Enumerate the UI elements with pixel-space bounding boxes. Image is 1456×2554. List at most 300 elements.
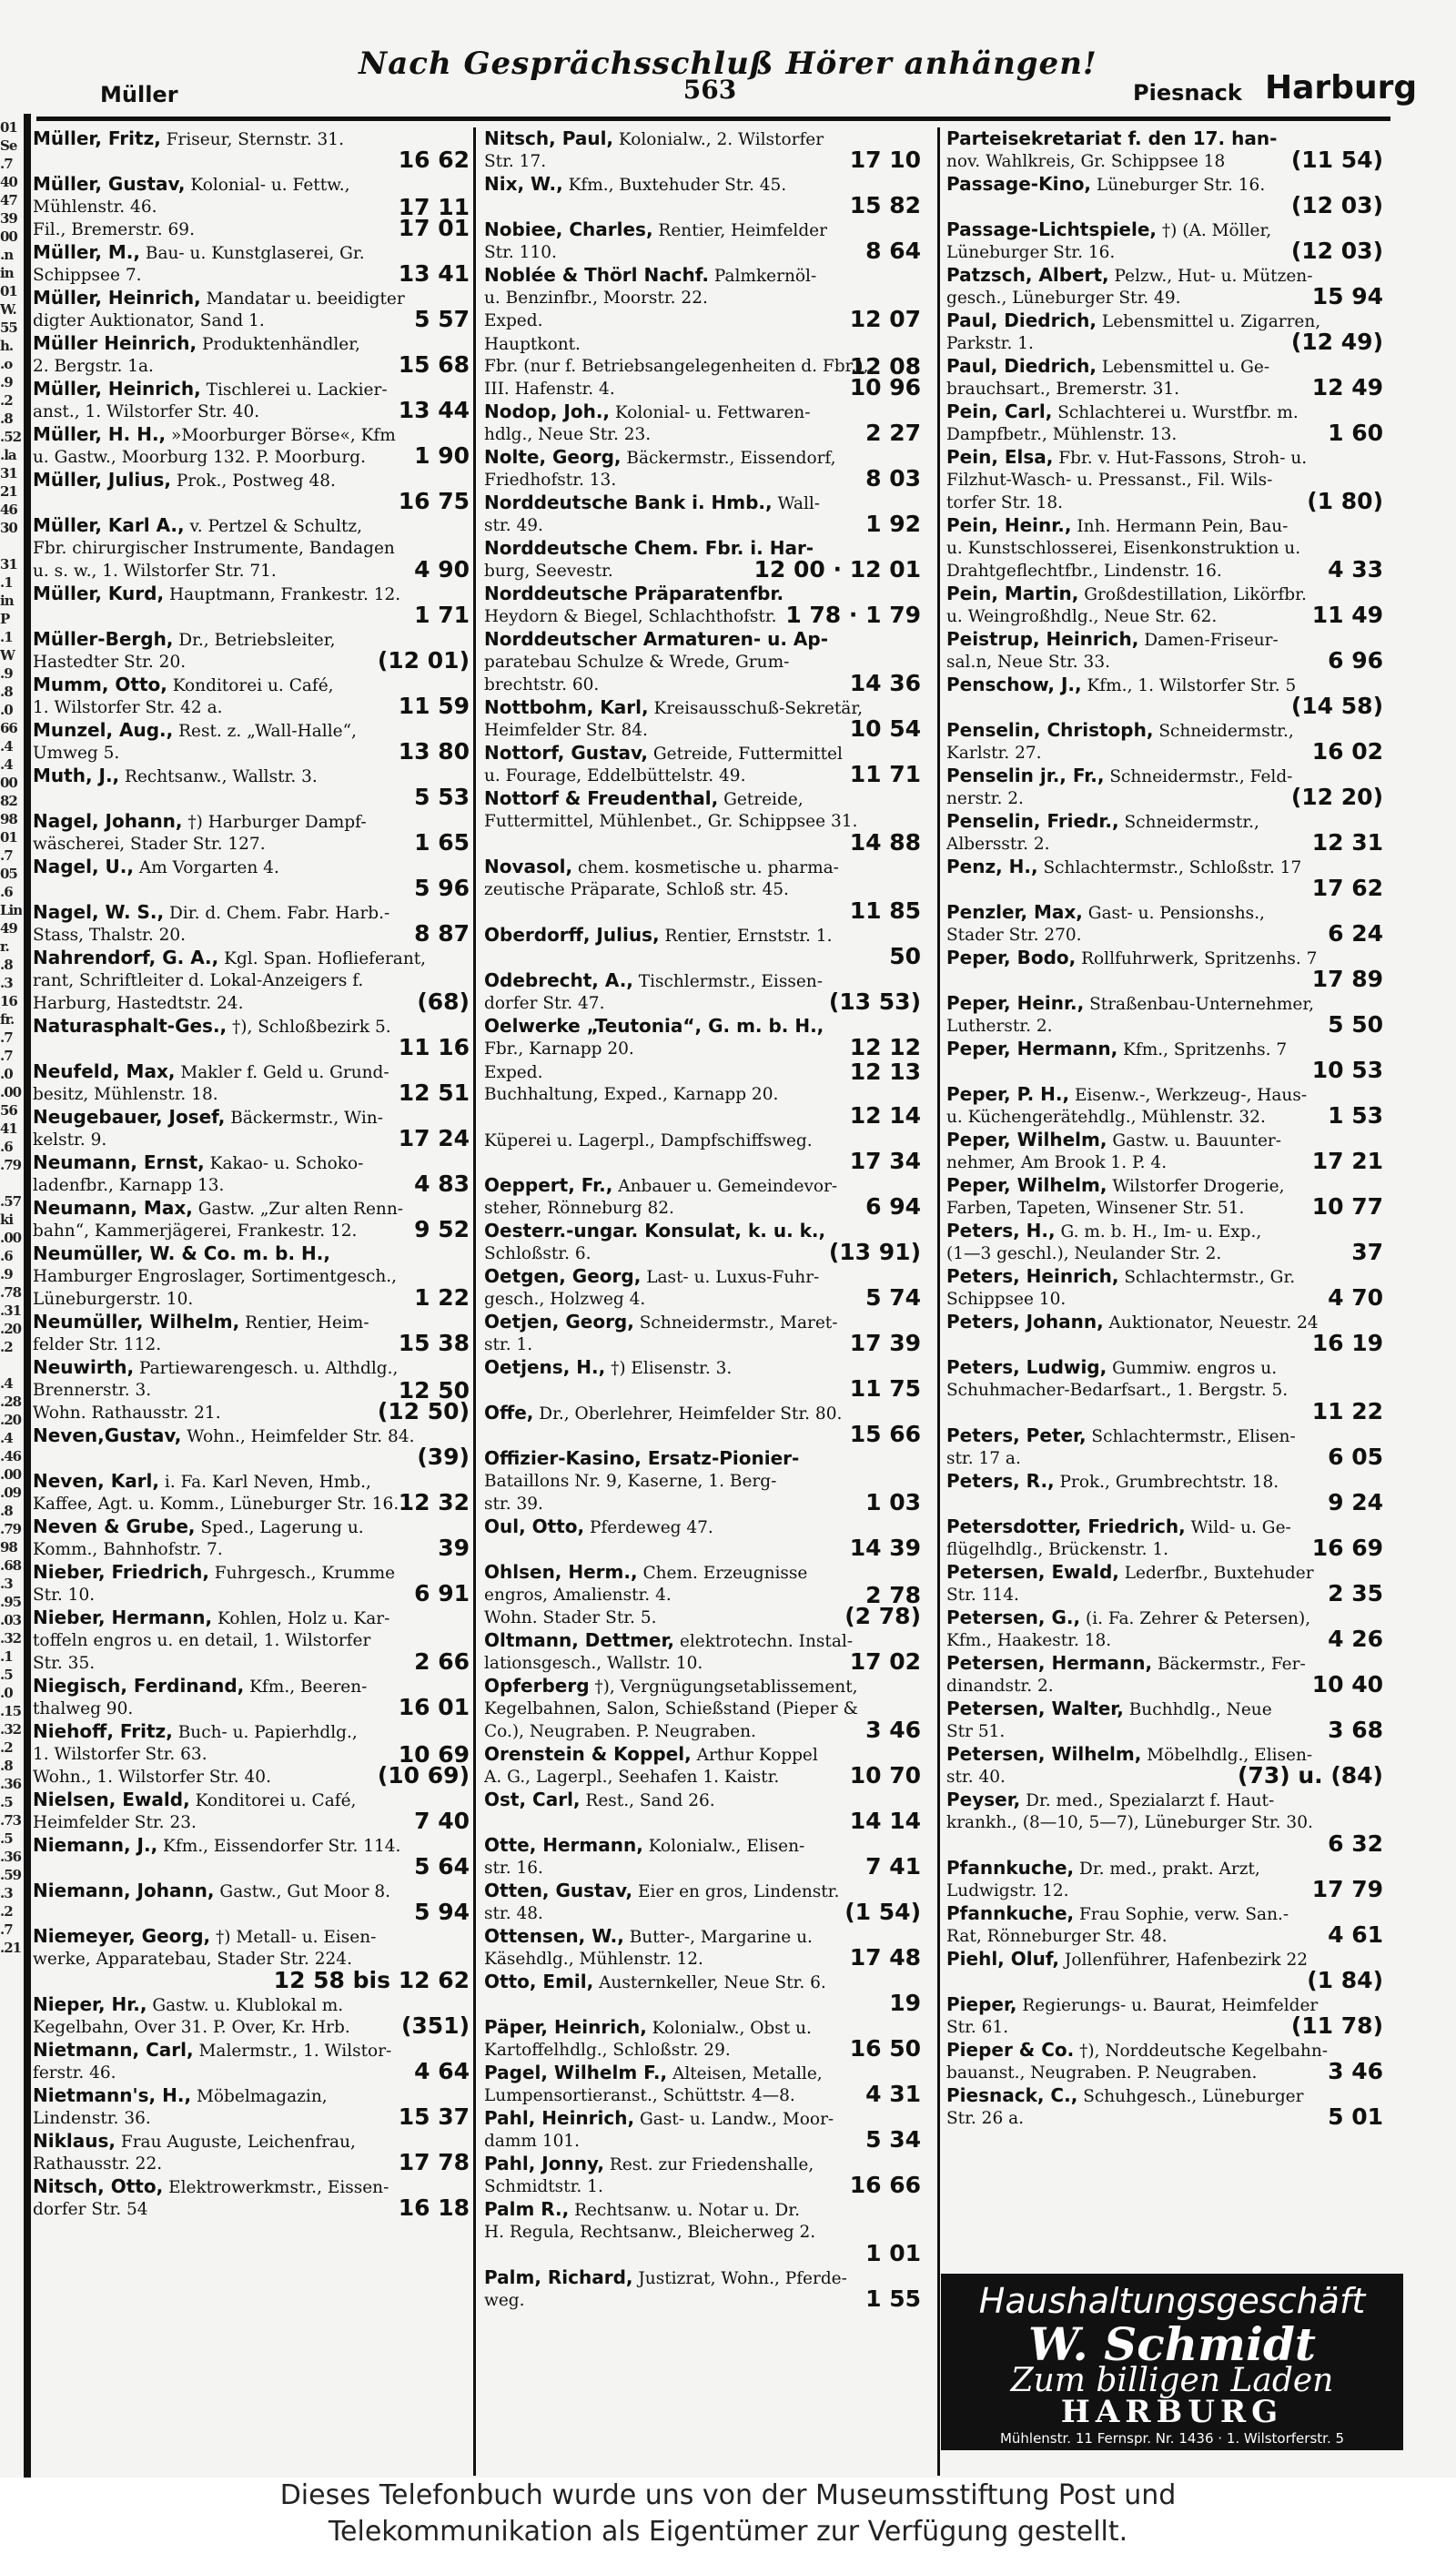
- listing-name: Palm, Richard,: [484, 2266, 633, 2288]
- listing-name: Pieper & Co.: [946, 2039, 1075, 2061]
- listing-name: Oetgen, Georg,: [484, 1265, 642, 1287]
- listing-name: Nolte, Georg,: [484, 446, 622, 468]
- listing-entry: [484, 400, 932, 446]
- phone-number: 1 03: [865, 1489, 921, 1515]
- listing-detail: Mühlenstr. 46.: [33, 198, 157, 217]
- listing-name: Peters, Peter,: [946, 1424, 1087, 1446]
- phone-number: 11 85: [849, 897, 921, 924]
- phone-number: (1 54): [844, 1899, 921, 1925]
- listing-detail: chem. kosmetische u. pharma-: [572, 858, 839, 877]
- listing-name: Oetjens, H.,: [484, 1356, 606, 1378]
- listing-entry: [33, 901, 480, 947]
- listing-detail: engros, Amalienstr. 4.: [484, 1586, 672, 1605]
- listing-detail: ladenfbr., Karnapp 13.: [33, 1176, 225, 1195]
- listing-entry: [484, 1675, 932, 1743]
- listing-detail: Schlachtermstr., Elisen-: [1086, 1427, 1296, 1446]
- listing-detail: ferstr. 46.: [33, 2063, 116, 2083]
- listing-entry: [33, 674, 480, 719]
- listing-detail: Str. 110.: [484, 243, 557, 262]
- listing-detail: Lebensmittel u. Zigarren,: [1097, 312, 1321, 331]
- phone-number: 5 74: [865, 1284, 921, 1311]
- listing-entry: [484, 173, 932, 218]
- listing-detail: Dr. med., Spezialarzt f. Haut-: [1020, 1791, 1275, 1810]
- listing-detail: toffeln engros u. en detail, 1. Wilstorfer: [33, 1631, 371, 1650]
- listing-detail: Lederfbr., Buxtehuder: [1118, 1564, 1314, 1583]
- listing-name: Nagel, W. S.,: [33, 901, 165, 923]
- listing-detail: felder Str. 112.: [33, 1335, 162, 1354]
- listing-detail: Farben, Tapeten, Winsener Str. 51.: [946, 1199, 1245, 1218]
- ad-line: HARBURG: [1060, 2394, 1284, 2430]
- listing-detail: Dampfbetr., Mühlenstr. 13.: [946, 425, 1178, 444]
- phone-number: 12 51: [398, 1079, 470, 1106]
- listing-detail: †) Harburger Dampf-: [182, 813, 367, 832]
- listing-detail: nehmer, Am Brook 1. P. 4.: [946, 1153, 1168, 1172]
- listing-detail: »Moorburger Börse«, Kfm: [166, 426, 396, 445]
- listing-detail: Rentier, Ernststr. 1.: [659, 927, 833, 946]
- listing-detail: Last- u. Luxus-Fuhr-: [641, 1268, 820, 1287]
- listing-detail: Wilstorfer Drogerie,: [1107, 1177, 1285, 1196]
- listing-entry: [484, 742, 932, 787]
- listing-name: Otten, Gustav,: [484, 1880, 633, 1901]
- listing-detail: Exped.: [484, 311, 543, 330]
- listing-detail: Eier en gros, Lindenstr.: [632, 1882, 840, 1901]
- listing-detail: Buch- u. Papierhdlg.,: [172, 1723, 358, 1742]
- phone-number: 15 68: [398, 351, 470, 378]
- listing-entry: [946, 810, 1394, 856]
- listing-detail: Frau Sophie, verw. San.-: [1074, 1905, 1289, 1924]
- phone-number: 14 36: [849, 670, 921, 696]
- listing-detail: v. Pertzel & Schultz,: [184, 517, 363, 536]
- phone-number: 2 27: [865, 420, 921, 446]
- phone-number: 8 64: [865, 238, 921, 264]
- listing-name: Penz, H.,: [946, 856, 1038, 877]
- listing-detail: rant, Schriftleiter d. Lokal-Anzeigers f.: [33, 971, 364, 990]
- listing-detail: bauanst., Neugraben. P. Neugraben.: [946, 2063, 1258, 2083]
- listing-detail: Schneidermstr.,: [1153, 722, 1294, 741]
- listing-detail: Schuhmacher-Bedarfsart., 1. Bergstr. 5.: [946, 1381, 1289, 1400]
- listing-detail: Fuhrgesch., Krumme: [208, 1564, 396, 1583]
- listing-name: Nagel, Johann,: [33, 810, 183, 832]
- listing-name: Müller-Bergh,: [33, 628, 174, 650]
- listing-detail: Makler f. Geld u. Grund-: [175, 1063, 389, 1082]
- listing-entry: [946, 1902, 1394, 1948]
- listing-entry: [484, 537, 932, 583]
- listing-name: Neven,Gustav,: [33, 1424, 182, 1446]
- phone-number: 1 55: [865, 2285, 921, 2312]
- phone-number: 11 49: [1311, 602, 1383, 628]
- phone-number: 17 11: [398, 194, 470, 220]
- listing-name: Neugebauer, Josef,: [33, 1106, 226, 1128]
- phone-number: 10 54: [849, 715, 921, 742]
- listing-detail: Lüneburger Str. 16.: [1091, 176, 1266, 195]
- listing-name: Nobiee, Charles,: [484, 218, 653, 240]
- listing-entry: [946, 1424, 1394, 1470]
- listing-detail: kelstr. 9.: [33, 1130, 107, 1150]
- listing-name: Palm R.,: [484, 2198, 570, 2220]
- listing-detail: Kfm., Spritzenhs. 7: [1117, 1040, 1288, 1059]
- listing-detail: str. 39.: [484, 1495, 543, 1514]
- listing-name: Petersen, Wilhelm,: [946, 1743, 1142, 1765]
- phone-number: 39: [438, 1535, 470, 1561]
- listing-detail: Fbr. v. Hut-Fassons, Stroh- u.: [1053, 449, 1308, 468]
- listing-detail: Kolonial- u. Fettwaren-: [610, 403, 811, 422]
- listing-detail: Kolonialw., Elisen-: [642, 1837, 805, 1856]
- phone-number: 5 96: [414, 875, 470, 901]
- phone-number: 4 64: [414, 2058, 470, 2084]
- phone-number: 9 52: [414, 1216, 470, 1242]
- listing-detail: weg.: [484, 2291, 525, 2310]
- phone-number: 14 14: [849, 1808, 921, 1834]
- listing-detail: lationsgesch., Wallstr. 10.: [484, 1654, 703, 1673]
- listing-entry: [33, 1470, 480, 1515]
- phone-number: 15 94: [1311, 283, 1383, 309]
- listing-detail: flügelhdlg., Brückenstr. 1.: [946, 1540, 1169, 1559]
- listing-detail: Gastw. u. Klublokal m.: [147, 1996, 344, 2015]
- listing-name: Peters, Johann,: [946, 1311, 1104, 1333]
- phone-number: 11 71: [849, 761, 921, 787]
- listing-detail: torfer Str. 18.: [946, 493, 1064, 512]
- listing-detail: Dir. d. Chem. Fabr. Harb.-: [164, 904, 390, 923]
- listing-detail: Friseur, Sternstr. 31.: [160, 130, 344, 149]
- listing-name: Muth, J.,: [33, 765, 120, 786]
- listing-entry: [33, 583, 480, 628]
- listing-detail: str. 40.: [946, 1768, 1006, 1787]
- listing-entry: [33, 1880, 480, 1925]
- listing-entry: [484, 787, 932, 856]
- listing-detail: hdlg., Neue Str. 23.: [484, 425, 652, 444]
- listing-detail: Butter-, Margarine u.: [623, 1928, 813, 1947]
- listing-name: Penselin jr., Fr.,: [946, 765, 1105, 786]
- listing-detail: Malermstr., 1. Wilstor-: [193, 2042, 392, 2061]
- listing-entry: [946, 1698, 1394, 1743]
- listing-name: Müller, Kurd,: [33, 583, 165, 604]
- listing-name: Pahl, Jonny,: [484, 2153, 605, 2174]
- listing-detail: 2. Bergstr. 1a.: [33, 357, 154, 376]
- listing-detail: Kolonial- u. Fettw.,: [185, 176, 350, 195]
- listing-detail: Straßenbau-Unternehmer,: [1084, 995, 1315, 1014]
- listing-detail: u. Gastw., Moorburg 132. P. Moorburg.: [33, 448, 366, 467]
- listing-name: Nitsch, Otto,: [33, 2175, 164, 2197]
- listing-name: Neumüller, Wilhelm,: [33, 1311, 240, 1333]
- listing-detail: Rechtsanw., Wallstr. 3.: [119, 767, 318, 786]
- listing-detail: anst., 1. Wilstorfer Str. 40.: [33, 402, 260, 421]
- listing-detail: Käsehdlg., Mühlenstr. 12.: [484, 1950, 703, 1969]
- listing-detail: dinandstr. 2.: [946, 1677, 1054, 1696]
- listing-name: Norddeutsche Bank i. Hmb.,: [484, 492, 773, 513]
- listing-detail: Rest. zur Friedenshalle,: [604, 2155, 814, 2174]
- header-rule: [36, 117, 1390, 121]
- listing-detail: Elektrowerkmstr., Eissen-: [163, 2178, 389, 2197]
- left-page-edge: 01 Se .7 40 47 39 00 .n in 01 W. 55 h. .o .9 .2 .8 .52 .la 31 21 46 30 31 .1 in P .1 W .9 .8 .0 66 .4 .4 00 82 98 01 .7 05 .6 Lin 49 r. .8 .3 16 fr. .7 .7 .0 .00 56 41 .6 .79 .57 ki .00 .6 .9 .78 .31 .20 .2 .4 .28 .20 .4 .46 .00 .09 .8 .79 98 .68 .3 .95 .03 .32 .1 .5 .0 .15 .32 .2 .8 .36 .5 .73 .5 .36 .59 .3 .2 .7 .21: [0, 119, 22, 1956]
- listing-name: Pfannkuche,: [946, 1902, 1075, 1924]
- listing-name: Nahrendorf, G. A.,: [33, 947, 219, 968]
- listing-entry: [484, 924, 932, 969]
- listing-detail: str. 17 a.: [946, 1449, 1021, 1468]
- phone-number: (10 69): [377, 1762, 470, 1789]
- listing-detail: Gummiw. engros u.: [1107, 1359, 1278, 1378]
- listing-entry: [33, 2084, 480, 2130]
- listing-detail: Schneidermstr., Maret-: [633, 1313, 838, 1333]
- listing-name: Noblée & Thörl Nachf.: [484, 264, 709, 286]
- phone-number: 11 22: [1311, 1398, 1383, 1424]
- listing-name: Nieper, Hr.,: [33, 1993, 147, 2015]
- listing-entry: [484, 127, 932, 173]
- listing-detail: Rathausstr. 22.: [33, 2154, 163, 2174]
- listing-entry: [484, 1129, 932, 1174]
- listing-name: Offe,: [484, 1402, 534, 1424]
- advertisement-box: [941, 2274, 1403, 2450]
- listing-detail: Lindenstr. 36.: [33, 2109, 151, 2128]
- listing-name: Nodop, Joh.,: [484, 400, 611, 422]
- listing-name: Novasol,: [484, 856, 573, 877]
- phone-number: 10 96: [849, 374, 921, 400]
- listing-detail: elektrotechn. Instal-: [674, 1632, 854, 1651]
- listing-detail: paratebau Schulze & Wrede, Grum-: [484, 653, 790, 672]
- listing-name: Nagel, U.,: [33, 856, 134, 877]
- listing-detail: Str. 10.: [33, 1586, 96, 1605]
- listing-detail: Schlachtermstr., Schloßstr. 17: [1037, 858, 1302, 877]
- listing-entry: [484, 218, 932, 264]
- phone-number: 17 10: [849, 147, 921, 173]
- listing-name: Ohlsen, Herm.,: [484, 1561, 638, 1583]
- listing-name: Pein, Elsa,: [946, 446, 1054, 468]
- listing-detail: Hamburger Engroslager, Sortimentgesch.,: [33, 1267, 398, 1286]
- listing-detail: Jollenführer, Hafenbezirk 22: [1059, 1951, 1309, 1970]
- phone-number: 1 78 · 1 79: [785, 602, 921, 628]
- listing-entry: [484, 332, 932, 400]
- listing-detail: Str. 17.: [484, 152, 547, 171]
- listing-detail: Regierungs- u. Baurat, Heimfelder: [1016, 1996, 1319, 2015]
- phone-number: 13 41: [398, 260, 470, 287]
- footer-line: Dieses Telefonbuch wurde uns von der Museumsstiftung Post und: [279, 2479, 1177, 2511]
- listing-detail: Dr., Betriebsleiter,: [173, 631, 336, 650]
- listing-detail: (i. Fa. Zehrer & Petersen),: [1080, 1609, 1311, 1628]
- listing-detail: Fil., Bremerstr. 69.: [33, 220, 195, 239]
- listing-name: Peters, Ludwig,: [946, 1356, 1107, 1378]
- listing-detail: Wohn. Rathausstr. 21.: [33, 1404, 221, 1423]
- listing-detail: Justizrat, Wohn., Pferde-: [632, 2269, 847, 2288]
- listing-entry: [33, 1424, 480, 1470]
- listing-entry: [946, 1038, 1394, 1083]
- phone-number: 5 34: [865, 2126, 921, 2153]
- listing-name: Pahl, Heinrich,: [484, 2107, 635, 2129]
- listing-entry: [946, 1561, 1394, 1606]
- listing-name: Peper, Bodo,: [946, 947, 1077, 968]
- listing-detail: Rest. z. „Wall-Halle“,: [173, 722, 357, 741]
- listing-entry: [946, 1220, 1394, 1265]
- listing-entry: [484, 446, 932, 492]
- listing-detail: †), Schloßbezirk 5.: [227, 1018, 391, 1037]
- listing-detail: Drahtgeflechtfbr., Lindenstr. 16.: [946, 562, 1222, 581]
- phone-number: 13 44: [398, 397, 470, 423]
- listing-detail: Pelzw., Hut- u. Mützen-: [1108, 267, 1313, 286]
- listing-entry: [946, 1083, 1394, 1129]
- listing-entry: [33, 332, 480, 378]
- phone-number: (12 49): [1290, 329, 1383, 355]
- listing-name: Niemeyer, Georg,: [33, 1925, 211, 1947]
- listing-entry: [33, 241, 480, 287]
- listing-name: Paul, Diedrich,: [946, 355, 1097, 377]
- listing-name: Niklaus,: [33, 2130, 116, 2152]
- phone-number: 17 02: [849, 1648, 921, 1675]
- listing-entry: [946, 628, 1394, 674]
- listing-entry: [484, 1743, 932, 1789]
- listing-detail: Am Vorgarten 4.: [133, 858, 279, 877]
- listing-detail: Ludwigstr. 12.: [946, 1881, 1069, 1900]
- listing-detail: H. Regula, Rechtsanw., Bleicherweg 2.: [484, 2223, 816, 2242]
- phone-number: 6 96: [1328, 647, 1383, 674]
- listing-entry: [484, 969, 932, 1015]
- listing-name: Piehl, Oluf,: [946, 1948, 1060, 1970]
- listing-entry: [946, 947, 1394, 992]
- listing-entry: [33, 1561, 480, 1606]
- ad-line: Zum billigen Laden: [1010, 2362, 1334, 2399]
- listing-detail: Buchhaltung, Exped., Karnapp 20.: [484, 1085, 779, 1104]
- listing-detail: Dr., Oberlehrer, Heimfelder Str. 80.: [533, 1404, 843, 1424]
- listing-detail: Lumpensortieranst., Schüttstr. 4—8.: [484, 2086, 795, 2105]
- phone-number: (2 78): [844, 1603, 921, 1629]
- listing-entry: [946, 446, 1394, 514]
- phone-number: 4 83: [414, 1171, 470, 1197]
- listing-detail: u. Fourage, Eddelbüttelstr. 49.: [484, 766, 746, 785]
- phone-number: (12 03): [1290, 238, 1383, 264]
- listing-name: Nix, W.,: [484, 173, 563, 195]
- phone-number: 12 00 · 12 01: [753, 556, 921, 583]
- listing-detail: Wohn., Heimfelder Str. 84.: [181, 1427, 415, 1446]
- phone-number: 16 62: [398, 147, 470, 173]
- phone-number: 9 24: [1328, 1489, 1383, 1515]
- listing-detail: Eisenw.-, Werkzeug-, Haus-: [1069, 1086, 1308, 1105]
- phone-number: 17 39: [849, 1330, 921, 1356]
- listing-name: Peper, Hermann,: [946, 1038, 1118, 1059]
- listing-entry: [484, 1015, 932, 1060]
- listing-detail: Komm., Bahnhofstr. 7.: [33, 1540, 223, 1559]
- phone-number: 13 80: [398, 738, 470, 765]
- header-city: Harburg: [1265, 69, 1418, 106]
- phone-number: 17 78: [398, 2149, 470, 2175]
- listing-entry: [484, 1265, 932, 1311]
- phone-number: 14 88: [849, 829, 921, 856]
- phone-number: 11 59: [398, 693, 470, 719]
- footer-line: Telekommunikation als Eigentümer zur Verfügung gestellt.: [328, 2516, 1128, 2548]
- listing-detail: Schloßstr. 6.: [484, 1244, 592, 1263]
- listing-entry: [484, 1629, 932, 1675]
- phone-number: (1 84): [1307, 1967, 1383, 1993]
- listing-entry: [33, 1993, 480, 2039]
- listing-detail: Bäckermstr., Win-: [225, 1109, 383, 1128]
- listing-detail: G. m. b. H., Im- u. Exp.,: [1055, 1222, 1262, 1242]
- listing-entry: [946, 583, 1394, 628]
- listing-detail: Lüneburgerstr. 10.: [33, 1290, 194, 1309]
- listing-detail: brauchsart., Bremerstr. 31.: [946, 380, 1179, 399]
- listing-name: Nietmann, Carl,: [33, 2039, 194, 2061]
- listing-detail: Tischlerei u. Lackier-: [200, 380, 388, 400]
- listing-detail: Hastedter Str. 20.: [33, 653, 187, 672]
- listing-entry: [484, 1356, 932, 1402]
- phone-number: 1 22: [414, 1284, 470, 1311]
- phone-number: 1 71: [414, 602, 470, 628]
- listing-name: Peters, R.,: [946, 1470, 1055, 1492]
- listing-entry: [484, 1789, 932, 1834]
- listing-entry: [484, 1515, 932, 1561]
- listing-detail: Stass, Thalstr. 20.: [33, 926, 187, 945]
- listing-name: Passage-Kino,: [946, 173, 1092, 195]
- listing-entry: [484, 264, 932, 332]
- listing-name: Oesterr.-ungar. Konsulat, k. u. k.,: [484, 1220, 826, 1242]
- listing-entry: [946, 355, 1394, 400]
- phone-number: 7 40: [414, 1808, 470, 1834]
- phone-number: 8 03: [865, 465, 921, 492]
- phone-number: 10 40: [1311, 1671, 1383, 1698]
- listing-entry: [484, 492, 932, 537]
- listing-name: Neven & Grube,: [33, 1515, 196, 1537]
- phone-number: 3 46: [1328, 2058, 1383, 2084]
- listing-detail: Wohn. Stader Str. 5.: [484, 1608, 657, 1627]
- listing-entry: [33, 469, 480, 514]
- listing-name: Penschow, J.,: [946, 674, 1082, 695]
- listing-name: Peters, Heinrich,: [946, 1265, 1119, 1287]
- listing-detail: Schmidtstr. 1.: [484, 2177, 603, 2196]
- listing-detail: Co.), Neugraben. P. Neugraben.: [484, 1722, 756, 1741]
- phone-number: 5 50: [1328, 1011, 1383, 1038]
- listing-name: Ottensen, W.,: [484, 1925, 624, 1947]
- listing-name: Neumann, Max,: [33, 1197, 193, 1219]
- listing-name: Munzel, Aug.,: [33, 719, 174, 741]
- listing-entry: [484, 1834, 932, 1880]
- listing-entry: [946, 2039, 1394, 2084]
- phone-number: 14 39: [849, 1535, 921, 1561]
- listing-entry: [484, 1060, 932, 1129]
- listing-entry: [33, 1789, 480, 1834]
- listing-name: Pagel, Wilhelm F.,: [484, 2062, 668, 2083]
- phone-number: 4 31: [865, 2081, 921, 2107]
- listing-name: Oetjen, Georg,: [484, 1311, 634, 1333]
- listing-detail: Tischlermstr., Eissen-: [632, 972, 823, 991]
- listing-name: Penselin, Friedr.,: [946, 810, 1119, 832]
- listing-entry: [484, 1174, 932, 1220]
- listing-detail: Schneidermstr., Feld-: [1104, 767, 1293, 786]
- listing-entry: [946, 1652, 1394, 1698]
- phone-number: 17 89: [1311, 966, 1383, 992]
- phone-number: 16 01: [398, 1694, 470, 1720]
- listing-detail: Str. 114.: [946, 1586, 1019, 1605]
- phone-number: 15 66: [849, 1421, 921, 1447]
- listing-detail: thalweg 90.: [33, 1699, 134, 1718]
- listing-detail: †), Norddeutsche Kegelbahn-: [1074, 2042, 1329, 2061]
- phone-number: (73) u. (84): [1238, 1762, 1383, 1789]
- listing-name: Otte, Hermann,: [484, 1834, 643, 1856]
- listing-name: Müller, M.,: [33, 241, 140, 263]
- listing-detail: Arthur Koppel: [691, 1746, 818, 1765]
- listing-entry: [33, 628, 480, 674]
- listing-detail: Anbauer u. Gemeindevor-: [612, 1177, 838, 1196]
- phone-number: (1 80): [1307, 488, 1383, 514]
- listing-name: Mumm, Otto,: [33, 674, 167, 695]
- listing-name: Norddeutsche Chem. Fbr. i. Har-: [484, 537, 814, 559]
- phone-number: 17 34: [849, 1148, 921, 1174]
- listing-name: Parteisekretariat f. den 17. han-: [946, 127, 1278, 149]
- listing-detail: 1. Wilstorfer Str. 42 a.: [33, 698, 223, 717]
- listing-name: Peper, Heinr.,: [946, 992, 1085, 1014]
- listing-name: Neumann, Ernst,: [33, 1151, 205, 1173]
- listing-entry: [946, 1470, 1394, 1515]
- listing-entry: [33, 1675, 480, 1720]
- listing-entry: [33, 127, 480, 173]
- listing-name: Oltmann, Dettmer,: [484, 1629, 675, 1651]
- listing-name: Opferberg: [484, 1675, 590, 1697]
- listing-entry: [484, 2153, 932, 2198]
- listing-entry: [33, 1060, 480, 1106]
